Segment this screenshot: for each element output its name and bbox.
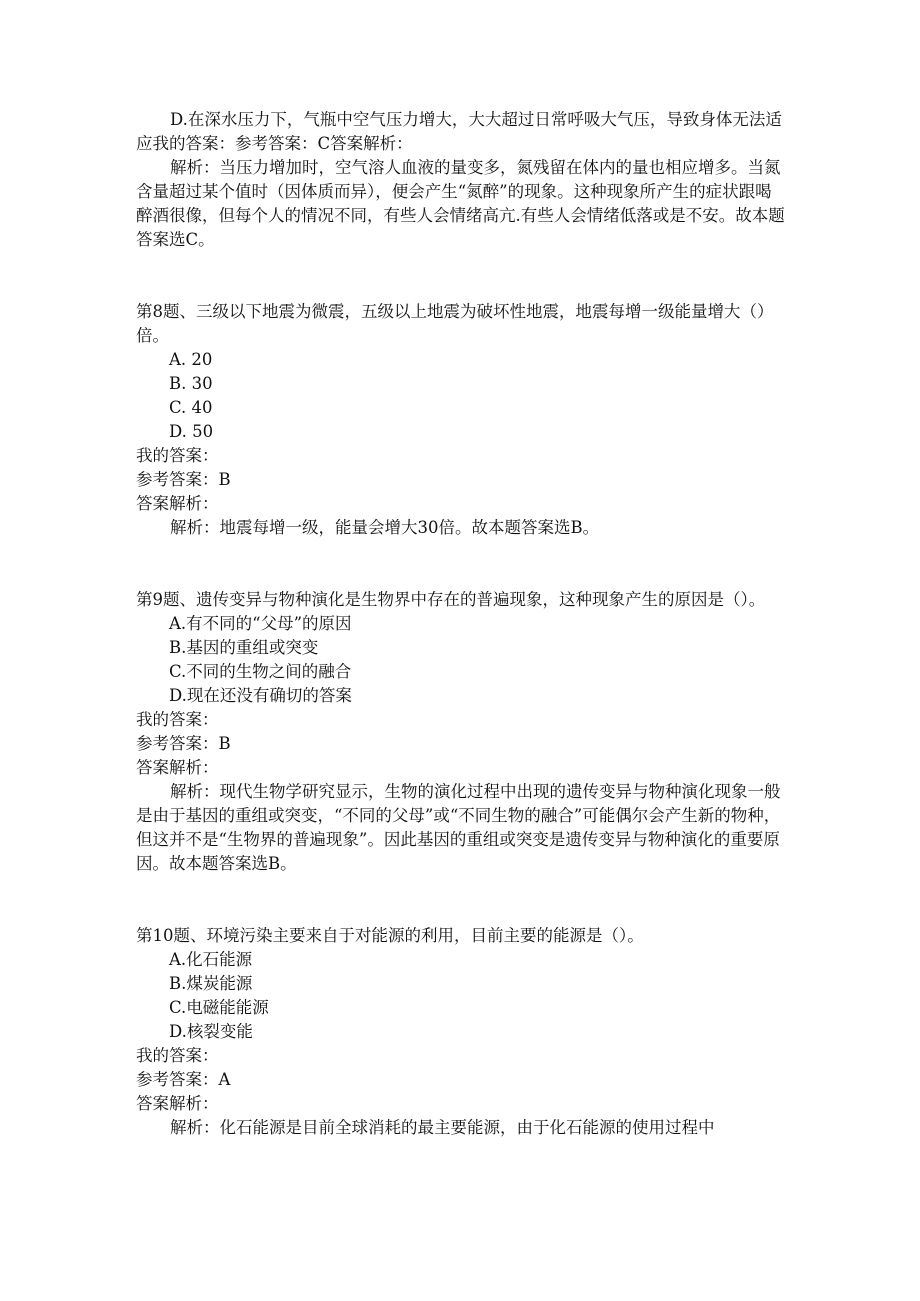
option-b: B.基因的重组或突变: [169, 638, 319, 657]
question-10: [136, 924, 786, 1140]
question-8: [136, 300, 786, 540]
spacer: [136, 876, 786, 924]
question-stem: 第8题、三级以下地震为微震，五级以上地震为破坏性地震，地震每增一级能量增大（）倍。: [136, 302, 774, 345]
analysis-text: 解析：当压力增加时，空气溶人血液的量变多，氮残留在体内的量也相应增多。当氮含量超过某个值时（因体质而异），便会产生“氮醉”的现象。这种现象所产生的症状跟喝醉酒很像，但每个人的情况不同，有些人会情绪高亢.有些人会情绪低落或是不安。故本题答案选C。: [136, 158, 785, 249]
reference-answer: 参考答案：B: [136, 470, 231, 489]
analysis-text: 解析：地震每增一级，能量会增大30倍。故本题答案选B。: [170, 518, 600, 537]
question-7-tail: [136, 108, 786, 252]
question-stem: 第10题、环境污染主要来自于对能源的利用，目前主要的能源是（）。: [136, 926, 644, 945]
option-b: B. 30: [169, 374, 213, 393]
option-c: C. 40: [169, 398, 213, 417]
document-page: [136, 108, 786, 1140]
option-a: A.有不同的“父母”的原因: [169, 614, 352, 633]
reference-answer: 参考答案：A: [136, 1070, 231, 1089]
my-answer-label: 我的答案：: [136, 446, 219, 465]
option-a: A. 20: [169, 350, 213, 369]
question-9: [136, 588, 786, 876]
option-c: C.电磁能能源: [169, 998, 269, 1017]
question-stem: 第9题、遗传变异与物种演化是生物界中存在的普遍现象，这种现象产生的原因是（）。: [136, 590, 766, 609]
spacer: [136, 540, 786, 588]
option-d: D.在深水压力下，气瓶中空气压力增大，大大超过日常呼吸大气压，导致身体无法适应我的答案：参考答案：C答案解析：: [136, 110, 782, 153]
spacer: [136, 252, 786, 300]
analysis-label: 答案解析：: [136, 494, 219, 513]
analysis-text: 解析：现代生物学研究显示，生物的演化过程中出现的遗传变异与物种演化现象一般是由于基因的重组或突变，“不同的父母”或“不同生物的融合”可能偶尔会产生新的物种，但这并不是“生物界的普遍现象”。因此基因的重组或突变是遗传变异与物种演化的重要原因。故本题答案选B。: [136, 782, 781, 873]
option-d: D. 50: [169, 422, 214, 441]
option-a: A.化石能源: [169, 950, 253, 969]
option-c: C.不同的生物之间的融合: [169, 662, 352, 681]
analysis-label: 答案解析：: [136, 1094, 219, 1113]
option-d: D.核裂变能: [169, 1022, 253, 1041]
analysis-label: 答案解析：: [136, 758, 219, 777]
my-answer-label: 我的答案：: [136, 710, 219, 729]
analysis-text: 解析：化石能源是目前全球消耗的最主要能源，由于化石能源的使用过程中: [170, 1118, 715, 1137]
reference-answer: 参考答案：B: [136, 734, 231, 753]
option-b: B.煤炭能源: [169, 974, 253, 993]
option-d: D.现在还没有确切的答案: [169, 686, 352, 705]
my-answer-label: 我的答案：: [136, 1046, 219, 1065]
